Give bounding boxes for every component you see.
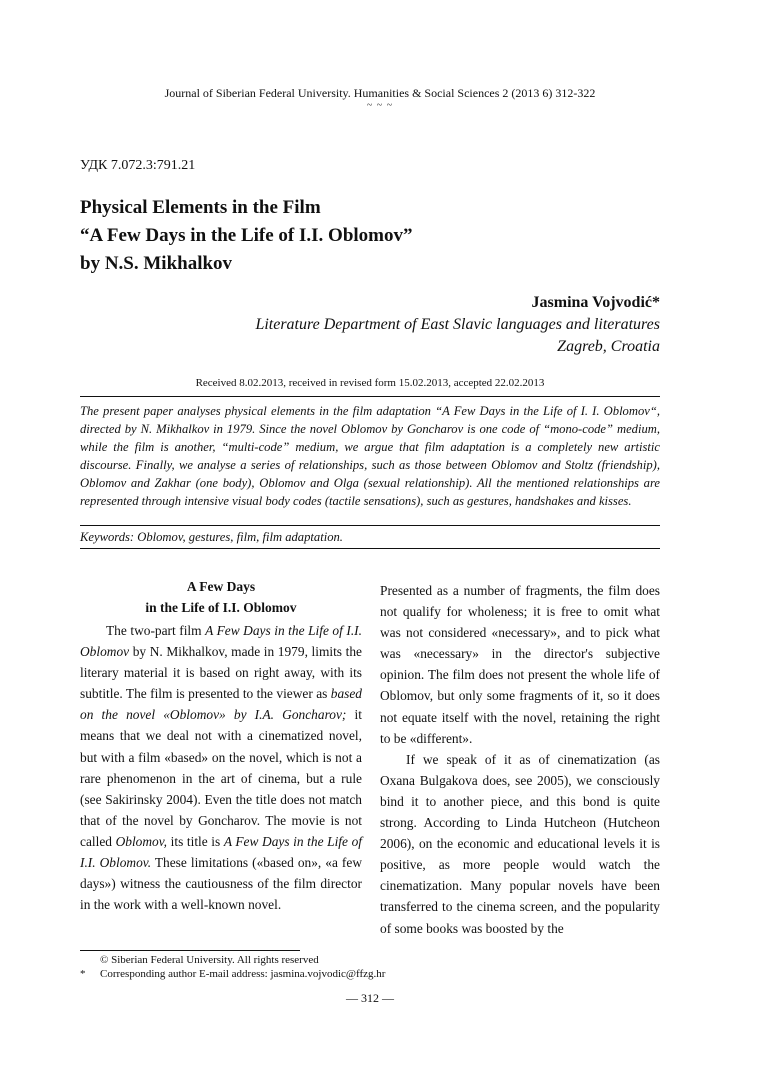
page-number: — 312 —: [346, 991, 394, 1005]
body-text: [80, 620, 362, 915]
author-block: [100, 292, 660, 358]
section-title-line: in the Life of I.I. Oblomov: [145, 600, 297, 615]
footnote-text: Corresponding author E-mail address: jasmina.vojvodic@ffzg.hr: [100, 968, 386, 980]
right-column: [380, 580, 660, 939]
novel-title-italic: Oblomov,: [115, 833, 168, 849]
journal-header: Journal of Siberian Federal University. Humanities & Social Sciences 2 (2013 6) 312-322: [164, 86, 596, 100]
text-run: The two-part film: [106, 623, 206, 638]
film-title-italic: A Few Days in the Life of I.I. Oblomov.: [80, 833, 362, 871]
subtitle-italic: based on the novel «Oblomov» by I.A. Goncharov;: [80, 686, 362, 723]
article-title: [80, 194, 660, 278]
title-line: “A Few Days in the Life of I.I. Oblomov”: [80, 225, 413, 246]
section-title: [80, 576, 362, 618]
author-name: Jasmina Vojvodić*: [531, 294, 660, 311]
section-title-line: A Few Days: [186, 579, 256, 594]
title-line: Physical Elements in the Film: [80, 197, 321, 218]
copyright-note: © Siberian Federal University. All rights reserved: [100, 954, 319, 966]
affiliation-line: Zagreb, Croatia: [557, 338, 660, 355]
divider: [80, 396, 660, 397]
affiliation-line: Literature Department of East Slavic languages and literatures: [255, 316, 660, 333]
divider: [80, 548, 660, 549]
received-dates: Received 8.02.2013, received in revised form 15.02.2013, accepted 22.02.2013: [195, 377, 545, 389]
text-run: by N. Mikhalkov, made in 1979, limits the literary material it is based on right away, with its subtitle. The film is presented to the viewer as: [80, 644, 362, 702]
divider: [80, 525, 660, 526]
text-run: its title is: [167, 833, 224, 849]
keywords: Keywords: Oblomov, gestures, film, film adaptation.: [80, 530, 343, 544]
corresponding-note: [80, 967, 660, 981]
paragraph: [80, 620, 362, 915]
udk-code: УДК 7.072.3:791.21: [80, 158, 196, 173]
header-ornament: ~ ~ ~: [366, 100, 394, 111]
paragraph: If we speak of it as of cinematization (as Oxana Bulgakova does, see 2005), we consciously bind it to another piece, and this bond is quite strong. According to Linda Hutcheon (Hutcheon 2006), on the economic and educational levels it is positive, as more people would watch the cinematization. Many popular novels have been transferred to the cinema screen, and the popularity of some books was boosted by the: [380, 751, 660, 936]
left-column: [80, 576, 362, 915]
film-title-italic: A Few Days in the Life of I.I. Oblomov: [80, 623, 362, 660]
footnote-mark: *: [80, 968, 86, 980]
footnotes: [80, 953, 660, 981]
abstract: The present paper analyses physical elements in the film adaptation “A Few Days in the Life of I. I. Oblomov“, directed by N. Mikhalkov in 1979. Since the novel Oblomov by Goncharov is one code of “mono-code” medium, while the film is another, “multi-code” medium, we argue that film adaptation is a completely new artistic discourse. Finally, we analyse a series of relationships, such as those between Oblomov and Stoltz (friendship), Oblomov and Zakhar (one body), Oblomov and Olga (sexual relationship). All the mentioned relationships are represented through intensive visual body codes (tactile sensations), such as gestures, handshakes and kisses.: [80, 404, 660, 508]
body-text: [380, 580, 660, 939]
text-run: These limitations («based on», «a few days») witness the cautiousness of the film director in the work with a well-known novel.: [80, 855, 362, 913]
title-line: by N.S. Mikhalkov: [80, 253, 233, 274]
footnote-divider: [80, 950, 300, 951]
paragraph: Presented as a number of fragments, the film does not qualify for wholeness; it is free to omit what was not considered «necessary», and to pick what was «necessary» in the director's subjective opinion. The film does not present the whole life of Oblomov, but only some fragments of it, so it does not equate itself with the novel, retaining the right to be «different».: [380, 583, 660, 746]
text-run: it means that we deal not with a cinematized novel, but with a film «based» on the novel, which is not a rare phenomenon in the art of cinema, but a rule (see Sakirinsky 2004). Even the title does not match that of the novel by Goncharov. The movie is not called: [80, 707, 362, 849]
